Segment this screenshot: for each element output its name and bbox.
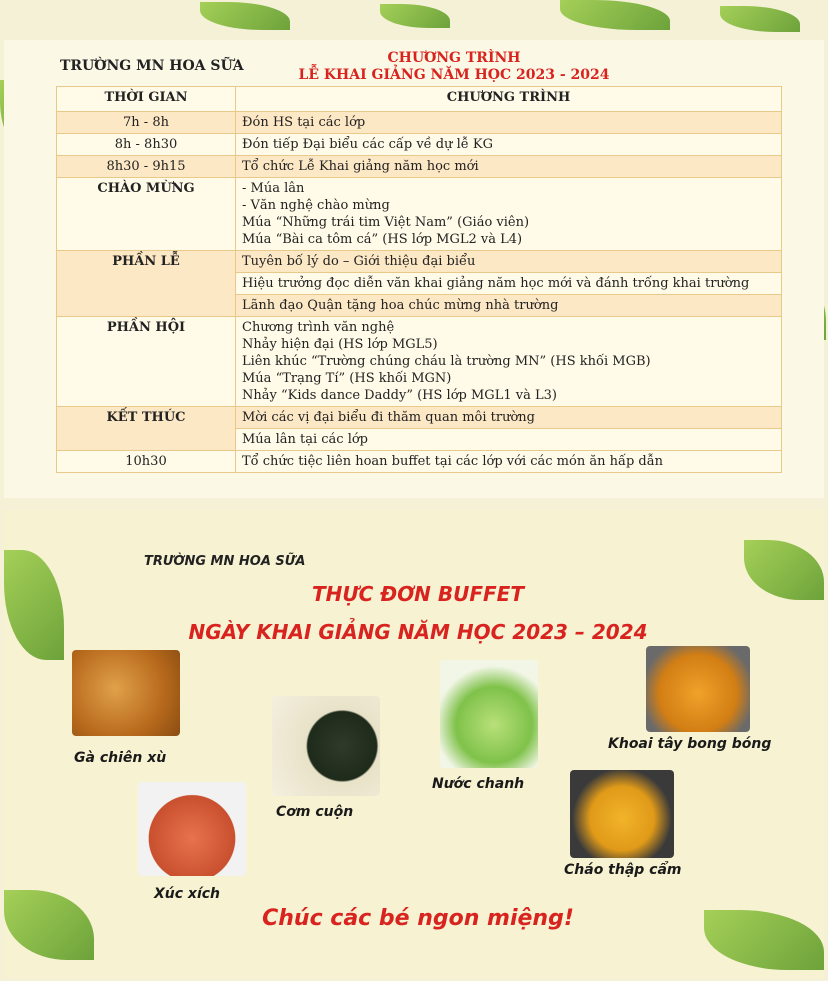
menu-title: THỰC ĐƠN BUFFET bbox=[312, 582, 524, 606]
table-row bbox=[57, 451, 782, 473]
school-name: TRƯỜNG MN HOA SỮA bbox=[60, 58, 244, 74]
program-title-line2: LỄ KHAI GIẢNG NĂM HỌC 2023 - 2024 bbox=[298, 67, 610, 83]
closing-message: Chúc các bé ngon miệng! bbox=[262, 906, 574, 931]
section-cell-chao-mung: CHÀO MỪNG bbox=[57, 178, 236, 251]
buffet-menu-panel bbox=[4, 510, 824, 978]
program-line: Múa “Những trái tim Việt Nam” (Giáo viên) bbox=[242, 215, 530, 230]
program-line: Chương trình văn nghệ bbox=[242, 320, 395, 335]
program-line: - Múa lân bbox=[242, 181, 305, 196]
potato-image bbox=[646, 646, 750, 732]
program-line: Múa “Bài ca tôm cá” (HS lớp MGL2 và L4) bbox=[242, 232, 523, 247]
program-line: Múa “Trạng Tí” (HS khối MGN) bbox=[242, 371, 452, 386]
food-label-potato: Khoai tây bong bóng bbox=[608, 736, 772, 752]
program-cell: Hiệu trưởng đọc diễn văn khai giảng năm học mới và đánh trống khai trường bbox=[236, 273, 782, 295]
food-label-sausage: Xúc xích bbox=[154, 886, 221, 902]
table-row bbox=[57, 178, 782, 251]
food-label-rice-roll: Cơm cuộn bbox=[276, 804, 354, 820]
program-line: Nhảy hiện đại (HS lớp MGL5) bbox=[242, 337, 438, 352]
sausage-image bbox=[138, 782, 246, 876]
table-row bbox=[57, 251, 782, 273]
column-header-time: THỜI GIAN bbox=[57, 87, 236, 112]
leaf-decoration bbox=[380, 4, 450, 28]
table-row bbox=[57, 317, 782, 407]
section-cell-ket-thuc: KẾT THÚC bbox=[57, 407, 236, 451]
table-row bbox=[57, 407, 782, 429]
leaf-decoration bbox=[560, 0, 670, 30]
fried-chicken-image bbox=[72, 650, 180, 736]
column-header-program: CHƯƠNG TRÌNH bbox=[236, 87, 782, 112]
program-title-line1: CHƯƠNG TRÌNH bbox=[387, 50, 521, 66]
time-cell: 10h30 bbox=[57, 451, 236, 473]
menu-subtitle: NGÀY KHAI GIẢNG NĂM HỌC 2023 – 2024 bbox=[188, 620, 648, 644]
program-line: Nhảy “Kids dance Daddy” (HS lớp MGL1 và L3) bbox=[242, 388, 557, 403]
time-cell: 8h30 - 9h15 bbox=[57, 156, 236, 178]
food-label-porridge: Cháo thập cẩm bbox=[564, 862, 682, 878]
rice-roll-image bbox=[272, 696, 380, 796]
program-cell: Tổ chức tiệc liên hoan buffet tại các lớp với các món ăn hấp dẫn bbox=[236, 451, 782, 473]
leaf-decoration bbox=[200, 2, 290, 30]
food-label-lemonade: Nước chanh bbox=[432, 776, 525, 792]
program-cell: Lãnh đạo Quận tặng hoa chúc mừng nhà trường bbox=[236, 295, 782, 317]
program-cell: Đón HS tại các lớp bbox=[236, 112, 782, 134]
program-cell bbox=[236, 178, 782, 251]
menu-school-name: TRƯỜNG MN HOA SỮA bbox=[144, 554, 306, 569]
table-header-row bbox=[57, 87, 782, 112]
program-cell: Tổ chức Lễ Khai giảng năm học mới bbox=[236, 156, 782, 178]
program-line: Liên khúc “Trường chúng cháu là trường MN” (HS khối MGB) bbox=[242, 354, 651, 369]
porridge-image bbox=[570, 770, 674, 858]
program-cell: Đón tiếp Đại biểu các cấp về dự lễ KG bbox=[236, 134, 782, 156]
lemonade-image bbox=[440, 660, 538, 768]
program-cell: Múa lân tại các lớp bbox=[236, 429, 782, 451]
section-cell-phan-le: PHẦN LỄ bbox=[57, 251, 236, 317]
table-row bbox=[57, 112, 782, 134]
program-title bbox=[274, 50, 634, 84]
time-cell: 8h - 8h30 bbox=[57, 134, 236, 156]
program-cell: Mời các vị đại biểu đi thăm quan môi trường bbox=[236, 407, 782, 429]
leaf-decoration bbox=[720, 6, 800, 32]
section-cell-phan-hoi: PHẦN HỘI bbox=[57, 317, 236, 407]
time-cell: 7h - 8h bbox=[57, 112, 236, 134]
food-label-chicken: Gà chiên xù bbox=[74, 750, 167, 766]
table-row bbox=[57, 156, 782, 178]
program-cell bbox=[236, 317, 782, 407]
schedule-table bbox=[56, 86, 782, 473]
schedule-panel bbox=[4, 40, 824, 498]
table-row bbox=[57, 134, 782, 156]
program-line: - Văn nghệ chào mừng bbox=[242, 198, 390, 213]
program-cell: Tuyên bố lý do – Giới thiệu đại biểu bbox=[236, 251, 782, 273]
